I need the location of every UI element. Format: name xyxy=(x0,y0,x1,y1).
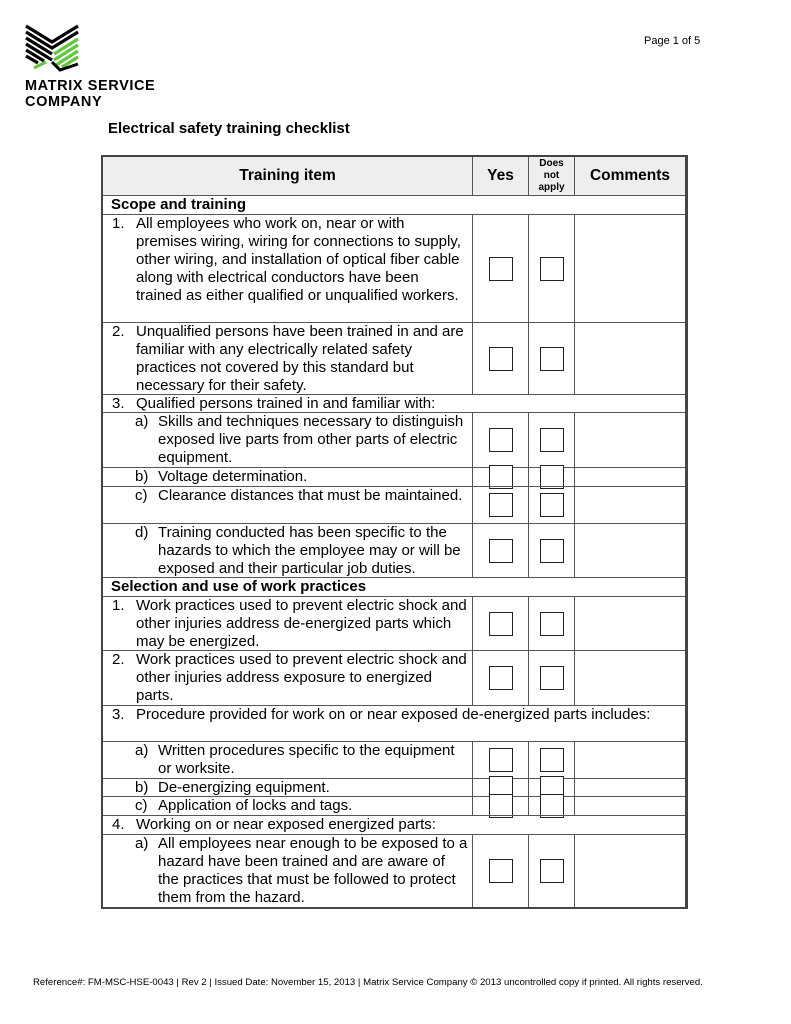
item-number: 3. xyxy=(112,706,125,723)
yes-cell xyxy=(472,524,528,577)
yes-cell xyxy=(472,468,528,486)
comments-cell[interactable] xyxy=(574,468,685,486)
comments-cell[interactable] xyxy=(574,413,685,467)
item-text: Work practices used to prevent electric shock and other injuries address exposure to energized parts. xyxy=(136,651,467,704)
item-text-wrap xyxy=(103,816,685,834)
table-row xyxy=(103,834,685,907)
item-text-wrap xyxy=(103,487,472,505)
does-not-apply-checkbox[interactable] xyxy=(540,612,564,636)
item-text: All employees near enough to be exposed to a hazard have been trained and are aware of the practices that must be followed to protect them from the hazard. xyxy=(158,835,468,906)
item-number: 4. xyxy=(112,816,125,833)
item-number: 1. xyxy=(112,215,125,232)
does-not-apply-checkbox[interactable] xyxy=(540,257,564,281)
item-number: d) xyxy=(135,524,149,541)
item-text: Working on or near exposed energized parts: xyxy=(136,816,436,833)
comments-cell[interactable] xyxy=(574,323,685,394)
yes-cell xyxy=(472,797,528,815)
does-not-apply-cell xyxy=(528,835,574,907)
does-not-apply-cell xyxy=(528,797,574,815)
table-row xyxy=(103,394,685,412)
does-not-apply-checkbox[interactable] xyxy=(540,428,564,452)
section-header xyxy=(103,195,685,214)
header-training-item: Training item xyxy=(239,167,336,184)
yes-checkbox[interactable] xyxy=(489,347,513,371)
table-row xyxy=(103,486,685,523)
header-does-not-apply xyxy=(528,157,574,195)
comments-cell[interactable] xyxy=(574,779,685,796)
table-row xyxy=(103,467,685,486)
item-text-wrap xyxy=(103,468,472,486)
item-text-wrap xyxy=(103,651,472,705)
yes-cell xyxy=(472,487,528,523)
company-name xyxy=(25,78,155,110)
yes-checkbox[interactable] xyxy=(489,257,513,281)
yes-cell xyxy=(472,597,528,650)
item-number: 2. xyxy=(112,323,125,340)
item-text-wrap xyxy=(103,797,472,815)
page-number: Page 1 of 5 xyxy=(644,35,701,47)
comments-cell[interactable] xyxy=(574,651,685,705)
item-text: De-energizing equipment. xyxy=(158,779,330,796)
table-row xyxy=(103,815,685,834)
header-yes: Yes xyxy=(472,157,528,195)
comments-cell[interactable] xyxy=(574,597,685,650)
does-not-apply-checkbox[interactable] xyxy=(540,666,564,690)
does-not-apply-checkbox[interactable] xyxy=(540,493,564,517)
item-text-wrap xyxy=(103,395,685,413)
yes-cell xyxy=(472,835,528,907)
checklist-table xyxy=(101,155,688,909)
dna-line1: Does xyxy=(539,158,564,169)
item-text-wrap xyxy=(103,413,472,467)
item-number: a) xyxy=(135,835,149,852)
yes-cell xyxy=(472,742,528,778)
does-not-apply-checkbox[interactable] xyxy=(540,539,564,563)
company-name-line1: MATRIX SERVICE xyxy=(25,78,156,94)
yes-checkbox[interactable] xyxy=(489,428,513,452)
section-header xyxy=(103,577,685,596)
item-text-wrap xyxy=(103,524,472,578)
comments-cell[interactable] xyxy=(574,742,685,778)
does-not-apply-cell xyxy=(528,742,574,778)
yes-checkbox[interactable] xyxy=(489,859,513,883)
does-not-apply-cell xyxy=(528,524,574,577)
item-text: Procedure provided for work on or near exposed de-energized parts includes: xyxy=(136,706,651,723)
table-header xyxy=(103,157,685,195)
table-row xyxy=(103,650,685,705)
item-text-wrap xyxy=(103,597,472,651)
does-not-apply-checkbox[interactable] xyxy=(540,347,564,371)
item-text-wrap xyxy=(103,742,472,778)
item-text-wrap xyxy=(103,215,472,305)
table-row xyxy=(103,705,685,741)
table-row xyxy=(103,796,685,815)
does-not-apply-checkbox[interactable] xyxy=(540,859,564,883)
item-number: 3. xyxy=(112,395,125,412)
does-not-apply-cell xyxy=(528,651,574,705)
item-text-wrap xyxy=(103,779,472,797)
item-number: a) xyxy=(135,413,149,430)
yes-checkbox[interactable] xyxy=(489,539,513,563)
comments-cell[interactable] xyxy=(574,835,685,907)
table-row xyxy=(103,412,685,467)
item-number: b) xyxy=(135,468,149,485)
item-number: c) xyxy=(135,797,148,814)
yes-cell xyxy=(472,651,528,705)
item-text: All employees who work on, near or with premises wiring, wiring for connections to supply, other wiring, and installation of optical fiber cable along with electrical conductors have been trained as either qualified or unqualified workers. xyxy=(136,215,461,304)
table-row xyxy=(103,214,685,322)
item-number: b) xyxy=(135,779,149,796)
does-not-apply-cell xyxy=(528,323,574,394)
does-not-apply-cell xyxy=(528,487,574,523)
item-text: Unqualified persons have been trained in and are familiar with any electrically related safety practices not covered by this standard but necessary for their safety. xyxy=(136,323,464,394)
does-not-apply-cell xyxy=(528,215,574,322)
table-row xyxy=(103,596,685,650)
item-text: Skills and techniques necessary to distinguish exposed live parts from other parts of electric equipment. xyxy=(158,413,464,466)
item-text-wrap xyxy=(103,323,472,395)
dna-line2: not xyxy=(543,170,560,181)
item-number: c) xyxy=(135,487,148,504)
comments-cell[interactable] xyxy=(574,797,685,815)
yes-cell xyxy=(472,413,528,467)
table-row xyxy=(103,523,685,577)
header-comments: Comments xyxy=(574,157,685,195)
table-row xyxy=(103,322,685,394)
item-text: Voltage determination. xyxy=(158,468,308,485)
section-title: Scope and training xyxy=(111,196,247,213)
yes-cell xyxy=(472,323,528,394)
does-not-apply-cell xyxy=(528,413,574,467)
document-title: Electrical safety training checklist xyxy=(108,120,350,137)
company-name-line2: COMPANY xyxy=(25,94,103,110)
footer-reference: Reference#: FM-MSC-HSE-0043 | Rev 2 | Issued Date: November 15, 2013 | Matrix Service Company © 2013 uncontrolled copy if printed. All rights reserved. xyxy=(33,977,703,988)
table-row xyxy=(103,741,685,778)
yes-checkbox[interactable] xyxy=(489,493,513,517)
item-text: Training conducted has been specific to the hazards to which the employee may or will be exposed and their particular job duties. xyxy=(158,524,461,577)
comments-cell[interactable] xyxy=(574,487,685,523)
item-text-wrap xyxy=(103,835,472,907)
yes-cell xyxy=(472,215,528,322)
section-title: Selection and use of work practices xyxy=(111,578,367,595)
table-row xyxy=(103,778,685,796)
item-text: Application of locks and tags. xyxy=(158,797,353,814)
item-text-wrap xyxy=(103,706,685,724)
does-not-apply-cell xyxy=(528,597,574,650)
item-text: Written procedures specific to the equipment or worksite. xyxy=(158,742,455,777)
item-number: a) xyxy=(135,742,149,759)
item-number: 1. xyxy=(112,597,125,614)
yes-checkbox[interactable] xyxy=(489,666,513,690)
yes-checkbox[interactable] xyxy=(489,748,513,772)
item-text: Qualified persons trained in and familiar with: xyxy=(136,395,436,412)
does-not-apply-cell xyxy=(528,468,574,486)
comments-cell[interactable] xyxy=(574,215,685,322)
item-number: 2. xyxy=(112,651,125,668)
matrix-logo-icon xyxy=(24,22,80,72)
item-text: Clearance distances that must be maintained. xyxy=(158,487,463,504)
dna-line3: apply xyxy=(538,182,565,193)
yes-checkbox[interactable] xyxy=(489,612,513,636)
item-text: Work practices used to prevent electric shock and other injuries address de-energized parts which may be energized. xyxy=(136,597,467,650)
comments-cell[interactable] xyxy=(574,524,685,577)
does-not-apply-checkbox[interactable] xyxy=(540,748,564,772)
